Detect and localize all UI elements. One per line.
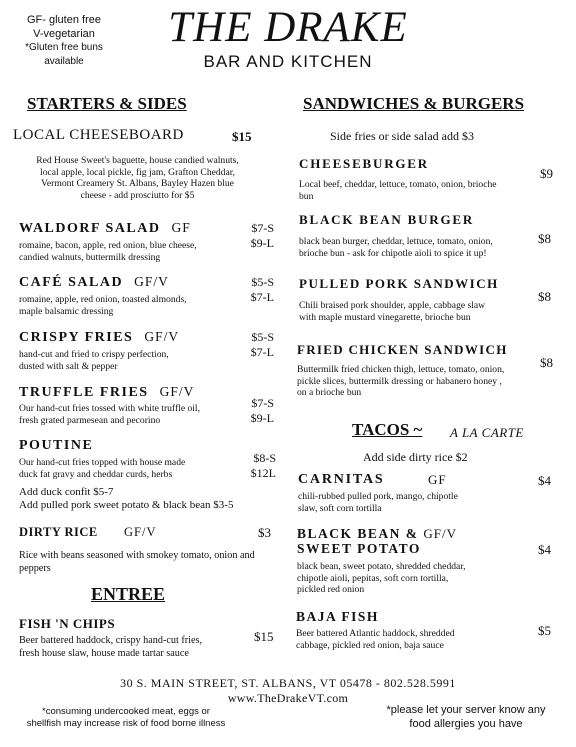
item-name-text: BLACK BEAN & xyxy=(297,526,419,541)
legend-vegetarian: V-vegetarian xyxy=(33,28,95,40)
item-name-poutine: POUTINE xyxy=(19,438,94,453)
restaurant-name: THE DRAKE xyxy=(168,4,408,51)
item-desc-carnitas xyxy=(298,491,523,514)
tacos-side-note: Add side dirty rice $2 xyxy=(363,450,468,464)
desc-line: on a brioche bun xyxy=(297,387,362,398)
price-small: $7-S xyxy=(251,221,274,235)
desc-line: with maple mustard vinegarette, brioche bun xyxy=(299,311,471,323)
desc-line: Chili braised pork shoulder, apple, cabbage slaw xyxy=(299,300,486,311)
price-small: $5-S xyxy=(251,275,274,289)
item-desc-truffle-fries xyxy=(19,403,234,426)
item-desc-cheeseburger xyxy=(299,179,524,202)
item-price-black-bean-sweet-potato: $4 xyxy=(538,542,551,557)
desc-line: peppers xyxy=(19,562,51,574)
item-desc-waldorf-salad xyxy=(19,240,234,263)
item-price-pulled-pork-sandwich: $8 xyxy=(538,289,551,304)
desc-line: Our hand-cut fries topped with house made xyxy=(19,457,186,468)
dietary-tag-dirty-rice: GF/V xyxy=(124,525,157,539)
tacos-subheading: A LA CARTE xyxy=(450,425,524,440)
section-heading-starters: STARTERS & SIDES xyxy=(27,94,187,113)
item-desc-dirty-rice xyxy=(19,550,284,575)
price-large: $7-L xyxy=(250,290,274,304)
desc-line: Our hand-cut fries tossed with white truffle oil, xyxy=(19,403,200,414)
desc-line: Red House Sweet's baguette, house candied walnuts, xyxy=(36,155,239,166)
desc-line: local apple, local pickle, fig jam, Grafton Cheddar, xyxy=(40,166,235,178)
item-price-truffle-fries xyxy=(236,396,274,426)
desc-line: black bean burger, cheddar, lettuce, tomato, onion, xyxy=(299,236,493,247)
item-price-crispy-fries xyxy=(236,330,274,360)
desc-line: chipotle aioli, pepitas, soft corn tortilla, xyxy=(297,572,449,584)
item-desc-poutine xyxy=(19,457,234,480)
desc-line: Rice with beans seasoned with smokey tomato, onion and xyxy=(19,550,255,561)
footer-allergy-note xyxy=(360,703,572,731)
item-name-black-bean-sweet-potato xyxy=(297,526,457,556)
legend-gluten-free: GF- gluten free xyxy=(27,14,101,26)
poutine-addon-duck: Add duck confit $5-7 xyxy=(19,486,114,498)
item-name-cheeseburger: CHEESEBURGER xyxy=(299,156,429,171)
item-name-cheeseboard: LOCAL CHEESEBOARD xyxy=(13,127,184,143)
desc-line: bun xyxy=(299,190,314,202)
desc-line: brioche bun - ask for chipotle aioli to spice it up! xyxy=(299,247,487,259)
item-desc-fish-n-chips xyxy=(19,635,254,661)
desc-line: cabbage, pickled red onion, baja sauce xyxy=(296,639,444,651)
price-large: $9-L xyxy=(250,236,274,250)
sandwiches-side-note: Side fries or side salad add $3 xyxy=(330,129,474,143)
item-price-cheeseburger: $9 xyxy=(540,166,553,181)
section-heading-tacos: TACOS ~ xyxy=(352,420,423,439)
item-desc-cafe-salad xyxy=(19,294,234,317)
item-price-cheeseboard: $15 xyxy=(232,129,252,144)
desc-line: duck fat gravy and cheddar curds, herbs xyxy=(19,468,173,480)
item-desc-black-bean-burger xyxy=(299,236,534,259)
legend-buns: *Gluten free buns xyxy=(25,42,103,53)
desc-line: Beer battered Atlantic haddock, shredded xyxy=(296,628,455,639)
footer-address: 30 S. MAIN STREET, ST. ALBANS, VT 05478 - 802.528.5991 xyxy=(120,676,456,690)
item-price-carnitas: $4 xyxy=(538,473,551,488)
item-name-text: TRUFFLE FRIES xyxy=(19,385,149,400)
item-name-crispy-fries xyxy=(19,329,179,346)
item-name-waldorf-salad xyxy=(19,220,191,237)
item-price-dirty-rice: $3 xyxy=(258,525,271,540)
price-small: $5-S xyxy=(251,330,274,344)
item-price-fish-n-chips: $15 xyxy=(254,629,274,644)
desc-line: pickled red onion xyxy=(297,584,365,595)
item-price-poutine xyxy=(240,451,276,481)
item-desc-pulled-pork-sandwich xyxy=(299,300,534,323)
desc-line: chili-rubbed pulled pork, mango, chipotle xyxy=(298,491,458,502)
item-name-dirty-rice: DIRTY RICE xyxy=(19,525,98,539)
desc-line: fresh grated parmesean and pecorino xyxy=(19,414,161,426)
restaurant-subtitle: BAR AND KITCHEN xyxy=(203,52,373,71)
price-small: $7-S xyxy=(251,396,274,410)
item-name-text: WALDORF SALAD xyxy=(19,221,161,236)
item-name-cafe-salad xyxy=(19,274,169,291)
item-name-baja-fish: BAJA FISH xyxy=(296,609,379,624)
section-heading-entree: ENTREE xyxy=(91,584,166,604)
item-name-black-bean-burger: BLACK BEAN BURGER xyxy=(299,212,475,227)
item-name-text: CAFÉ SALAD xyxy=(19,275,124,290)
desc-line: dusted with salt & pepper xyxy=(19,360,118,372)
desc-line: Local beef, cheddar, lettuce, tomato, onion, brioche xyxy=(299,179,497,190)
desc-line: maple balsamic dressing xyxy=(19,305,114,317)
item-price-waldorf-salad xyxy=(236,221,274,251)
item-name-text: SWEET POTATO xyxy=(297,541,421,556)
item-name-fish-n-chips: FISH 'N CHIPS xyxy=(19,616,116,631)
item-name-carnitas: CARNITAS xyxy=(298,472,385,487)
allergy-line: *please let your server know any xyxy=(386,704,546,716)
price-large: $9-L xyxy=(250,411,274,425)
item-price-fried-chicken-sandwich: $8 xyxy=(540,355,553,370)
item-desc-fried-chicken-sandwich xyxy=(297,364,537,399)
dietary-tag: GF/V xyxy=(134,274,169,289)
price-large: $12L xyxy=(250,466,276,480)
dietary-tag: GF xyxy=(171,220,191,235)
desc-line: black bean, sweet potato, shredded cheddar, xyxy=(297,561,466,572)
dietary-tag: GF/V xyxy=(144,329,180,344)
item-price-cafe-salad xyxy=(236,275,274,305)
desc-line: Vermont Creamery St. Albans, Bayley Hazen blue xyxy=(41,178,234,189)
item-desc-black-bean-sweet-potato xyxy=(297,561,522,596)
item-desc-baja-fish xyxy=(296,628,521,651)
desc-line: Beer battered haddock, crispy hand-cut fries, xyxy=(19,635,203,646)
desc-line: fresh house slaw, house made tartar sauce xyxy=(19,647,189,659)
warning-line: shellfish may increase risk of food borne illness xyxy=(26,718,226,729)
item-name-pulled-pork-sandwich: PULLED PORK SANDWICH xyxy=(299,276,499,291)
item-price-baja-fish: $5 xyxy=(538,623,551,638)
desc-line: Buttermilk fried chicken thigh, lettuce, tomato, onion, xyxy=(297,364,505,375)
section-heading-sandwiches: SANDWICHES & BURGERS xyxy=(303,94,525,113)
allergy-line: food allergies you have xyxy=(409,718,523,730)
desc-line: slaw, soft corn tortilla xyxy=(298,502,382,514)
warning-line: *consuming undercooked meat, eggs or xyxy=(42,706,210,717)
item-name-fried-chicken-sandwich: FRIED CHICKEN SANDWICH xyxy=(297,342,508,357)
item-name-truffle-fries xyxy=(19,384,194,401)
item-desc-crispy-fries xyxy=(19,349,234,372)
item-price-black-bean-burger: $8 xyxy=(538,231,551,246)
item-desc-cheeseboard xyxy=(10,155,265,201)
dietary-tag: GF/V xyxy=(159,384,195,399)
price-small: $8-S xyxy=(253,451,276,465)
dietary-tag: GF/V xyxy=(423,526,458,541)
desc-line: romaine, apple, red onion, toasted almonds, xyxy=(19,294,187,305)
footer-consumption-warning xyxy=(6,706,246,730)
legend-buns-available: available xyxy=(44,56,84,67)
footer-website[interactable]: www.TheDrakeVT.com xyxy=(227,691,349,705)
desc-line: candied walnuts, buttermilk dressing xyxy=(19,251,161,263)
desc-line: pickle slices, buttermilk dressing or habanero honey , xyxy=(297,375,502,387)
dietary-tag-carnitas: GF xyxy=(428,472,447,487)
desc-line: hand-cut and fried to crispy perfection, xyxy=(19,349,169,360)
price-large: $7-L xyxy=(250,345,274,359)
item-name-text: CRISPY FRIES xyxy=(19,330,134,345)
poutine-addon-pork: Add pulled pork sweet potato & black bean $3-5 xyxy=(19,499,234,511)
desc-line: cheese - add prosciutto for $5 xyxy=(80,189,195,201)
desc-line: romaine, bacon, apple, red onion, blue cheese, xyxy=(19,240,197,251)
